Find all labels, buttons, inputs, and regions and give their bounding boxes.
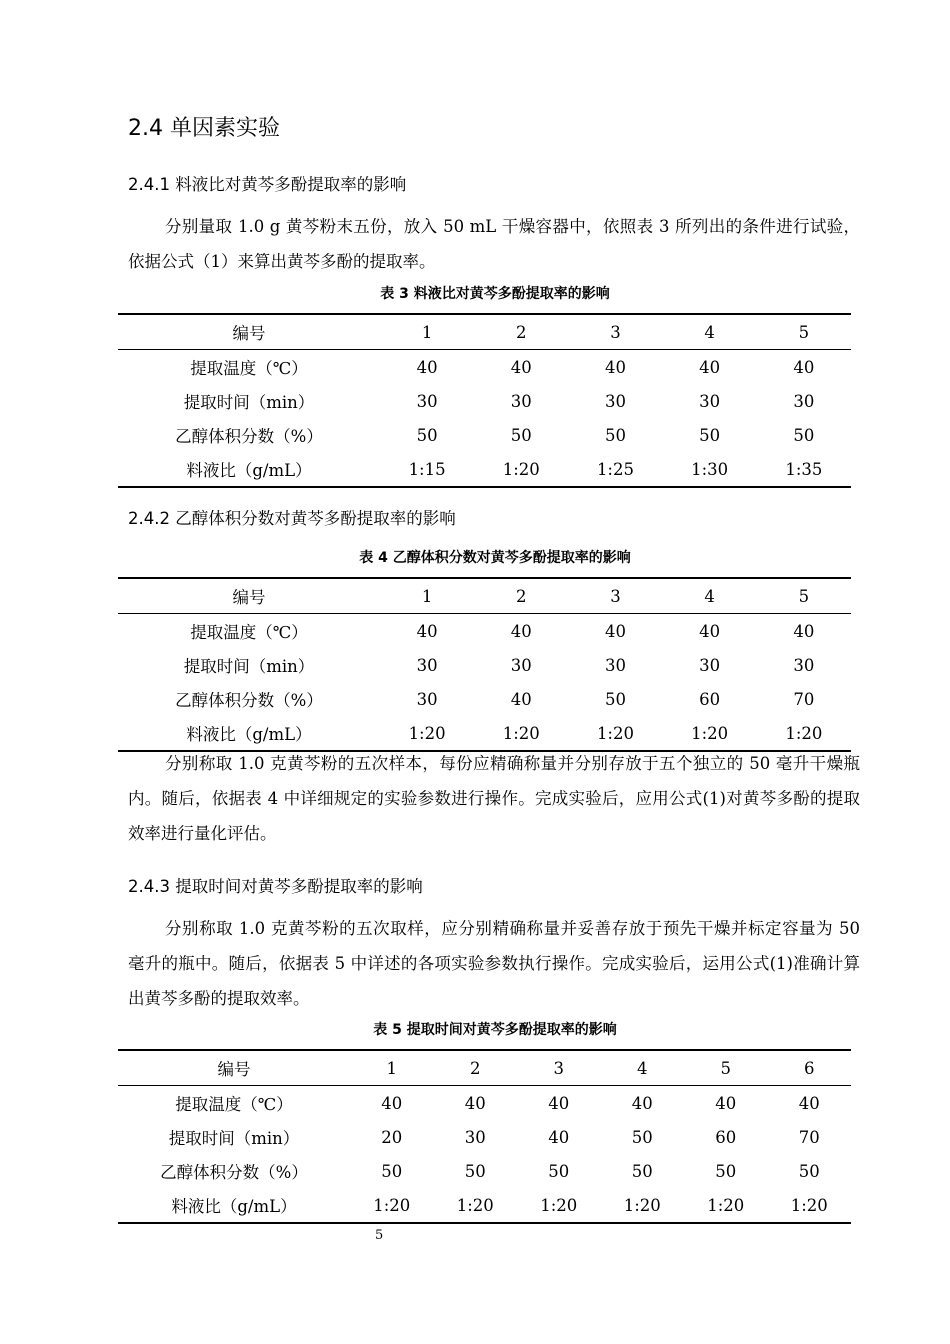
row-label: 料液比（g/mL）	[118, 1188, 350, 1223]
table-cell: 30	[699, 655, 721, 675]
row-label: 乙醇体积分数（%）	[175, 691, 323, 710]
table-cell: 1:25	[568, 452, 662, 487]
table-header-cell: 4	[663, 314, 757, 350]
table-cell: 40	[416, 357, 438, 377]
table-header-cell: 3	[568, 578, 662, 614]
table-4	[118, 577, 851, 752]
table-cell: 40	[548, 1127, 570, 1147]
table-cell: 1:20	[663, 716, 757, 751]
table-row	[118, 418, 851, 452]
table-header-cell: 编号	[118, 1050, 350, 1086]
table-cell: 1:20	[517, 1188, 601, 1223]
table-cell: 50	[548, 1161, 570, 1181]
page-number: 5	[375, 1228, 384, 1243]
table-cell: 40	[604, 621, 626, 641]
table-row	[118, 614, 851, 649]
table-cell: 50	[715, 1161, 737, 1181]
table-3	[118, 313, 851, 488]
table-header-cell: 5	[757, 314, 851, 350]
section-heading: 2.4 单因素实验	[128, 116, 280, 141]
table-4-caption: 表 4 乙醇体积分数对黄芩多酚提取率的影响	[359, 550, 631, 566]
table-cell: 1:15	[380, 452, 474, 487]
table-header-cell: 5	[684, 1050, 768, 1086]
table-cell: 30	[510, 655, 532, 675]
table-cell: 70	[798, 1127, 820, 1147]
subsection-heading-2-4-3: 2.4.3 提取时间对黄芩多酚提取率的影响	[128, 877, 423, 896]
table-cell: 40	[464, 1093, 486, 1113]
table-header-cell: 2	[434, 1050, 518, 1086]
table-cell: 40	[548, 1093, 570, 1113]
table-header-cell: 3	[568, 314, 662, 350]
table-cell: 1:35	[757, 452, 851, 487]
row-label: 提取时间（min）	[168, 1129, 300, 1148]
table-header-row	[118, 1050, 851, 1086]
table-cell: 50	[793, 425, 815, 445]
table-header-cell: 2	[474, 314, 568, 350]
table-cell: 60	[699, 689, 721, 709]
table-cell: 1:20	[434, 1188, 518, 1223]
row-label: 提取温度（℃）	[175, 1095, 293, 1114]
paragraph-2-4-1: 分别量取 1.0 g 黄芩粉末五份，放入 50 mL 干燥容器中，依照表 3 所列出的条件进行试验，依据公式（1）来算出黄芩多酚的提取率。	[128, 217, 860, 271]
paragraph-2-4-3: 分别称取 1.0 克黄芩粉的五次取样，应分别精确称量并妥善存放于预先干燥并标定容量为 50 毫升的瓶中。随后，依据表 5 中详述的各项实验参数执行操作。完成实验后，运用公式(1)准确计算出黄芩多酚的提取效率。	[128, 919, 860, 1008]
table-row	[118, 1154, 851, 1188]
table-cell: 40	[631, 1093, 653, 1113]
table-cell: 50	[510, 425, 532, 445]
table-cell: 30	[793, 655, 815, 675]
subsection-heading-2-4-1: 2.4.1 料液比对黄芩多酚提取率的影响	[128, 175, 407, 194]
row-label: 乙醇体积分数（%）	[175, 427, 323, 446]
row-label: 乙醇体积分数（%）	[160, 1163, 308, 1182]
table-cell: 40	[510, 689, 532, 709]
table-header-cell: 4	[663, 578, 757, 614]
table-cell: 30	[416, 655, 438, 675]
table-header-cell: 1	[380, 578, 474, 614]
row-label: 料液比（g/mL）	[118, 452, 380, 487]
table-cell: 50	[381, 1161, 403, 1181]
row-label: 提取时间（min）	[183, 657, 315, 676]
table-cell: 40	[715, 1093, 737, 1113]
table-5	[118, 1049, 851, 1224]
table-cell: 40	[793, 357, 815, 377]
table-cell: 30	[510, 391, 532, 411]
table-row	[118, 1086, 851, 1121]
table-row	[118, 384, 851, 418]
table-cell: 50	[464, 1161, 486, 1181]
table-cell: 1:20	[474, 716, 568, 751]
table-cell: 50	[604, 425, 626, 445]
table-cell: 1:20	[601, 1188, 685, 1223]
table-cell: 40	[798, 1093, 820, 1113]
table-cell: 1:30	[663, 452, 757, 487]
table-cell: 30	[464, 1127, 486, 1147]
table-cell: 40	[416, 621, 438, 641]
table-header-cell: 编号	[118, 578, 380, 614]
table-cell: 40	[381, 1093, 403, 1113]
table-row	[118, 1188, 851, 1223]
table-cell: 1:20	[757, 716, 851, 751]
table-row	[118, 452, 851, 487]
table-cell: 70	[793, 689, 815, 709]
table-cell: 1:20	[684, 1188, 768, 1223]
table-cell: 40	[699, 357, 721, 377]
table-row	[118, 648, 851, 682]
table-cell: 50	[604, 689, 626, 709]
table-cell: 50	[699, 425, 721, 445]
paragraph-2-4-2: 分别称取 1.0 克黄芩粉的五次样本，每份应精确称量并分别存放于五个独立的 50 毫升干燥瓶内。随后，依据表 4 中详细规定的实验参数进行操作。完成实验后，应用公式(1)对黄芩多酚的提取效率进行量化评估。	[128, 754, 860, 843]
table-header-row	[118, 314, 851, 350]
table-header-cell: 编号	[118, 314, 380, 350]
table-5-caption: 表 5 提取时间对黄芩多酚提取率的影响	[373, 1022, 617, 1038]
table-header-cell: 1	[350, 1050, 434, 1086]
table-row	[118, 350, 851, 385]
table-row	[118, 1120, 851, 1154]
table-header-cell: 1	[380, 314, 474, 350]
table-cell: 50	[798, 1161, 820, 1181]
table-cell: 40	[510, 621, 532, 641]
table-cell: 1:20	[568, 716, 662, 751]
table-cell: 30	[416, 391, 438, 411]
table-cell: 30	[604, 655, 626, 675]
table-cell: 1:20	[474, 452, 568, 487]
subsection-heading-2-4-2: 2.4.2 乙醇体积分数对黄芩多酚提取率的影响	[128, 509, 456, 528]
table-header-cell: 2	[474, 578, 568, 614]
table-cell: 50	[416, 425, 438, 445]
table-cell: 30	[416, 689, 438, 709]
table-cell: 40	[510, 357, 532, 377]
table-header-cell: 6	[768, 1050, 852, 1086]
table-row	[118, 682, 851, 716]
table-cell: 30	[604, 391, 626, 411]
table-cell: 40	[604, 357, 626, 377]
row-label: 提取时间（min）	[183, 393, 315, 412]
table-cell: 30	[793, 391, 815, 411]
row-label: 料液比（g/mL）	[118, 716, 380, 751]
table-cell: 40	[699, 621, 721, 641]
table-cell: 50	[631, 1161, 653, 1181]
table-cell: 30	[699, 391, 721, 411]
table-cell: 1:20	[380, 716, 474, 751]
row-label: 提取温度（℃）	[190, 359, 308, 378]
table-cell: 1:20	[768, 1188, 852, 1223]
table-cell: 20	[381, 1127, 403, 1147]
table-header-cell: 5	[757, 578, 851, 614]
table-header-row	[118, 578, 851, 614]
table-header-cell: 3	[517, 1050, 601, 1086]
table-cell: 1:20	[350, 1188, 434, 1223]
table-3-caption: 表 3 料液比对黄芩多酚提取率的影响	[380, 286, 610, 302]
table-cell: 50	[631, 1127, 653, 1147]
table-cell: 40	[793, 621, 815, 641]
table-cell: 60	[715, 1127, 737, 1147]
table-header-cell: 4	[601, 1050, 685, 1086]
row-label: 提取温度（℃）	[190, 623, 308, 642]
